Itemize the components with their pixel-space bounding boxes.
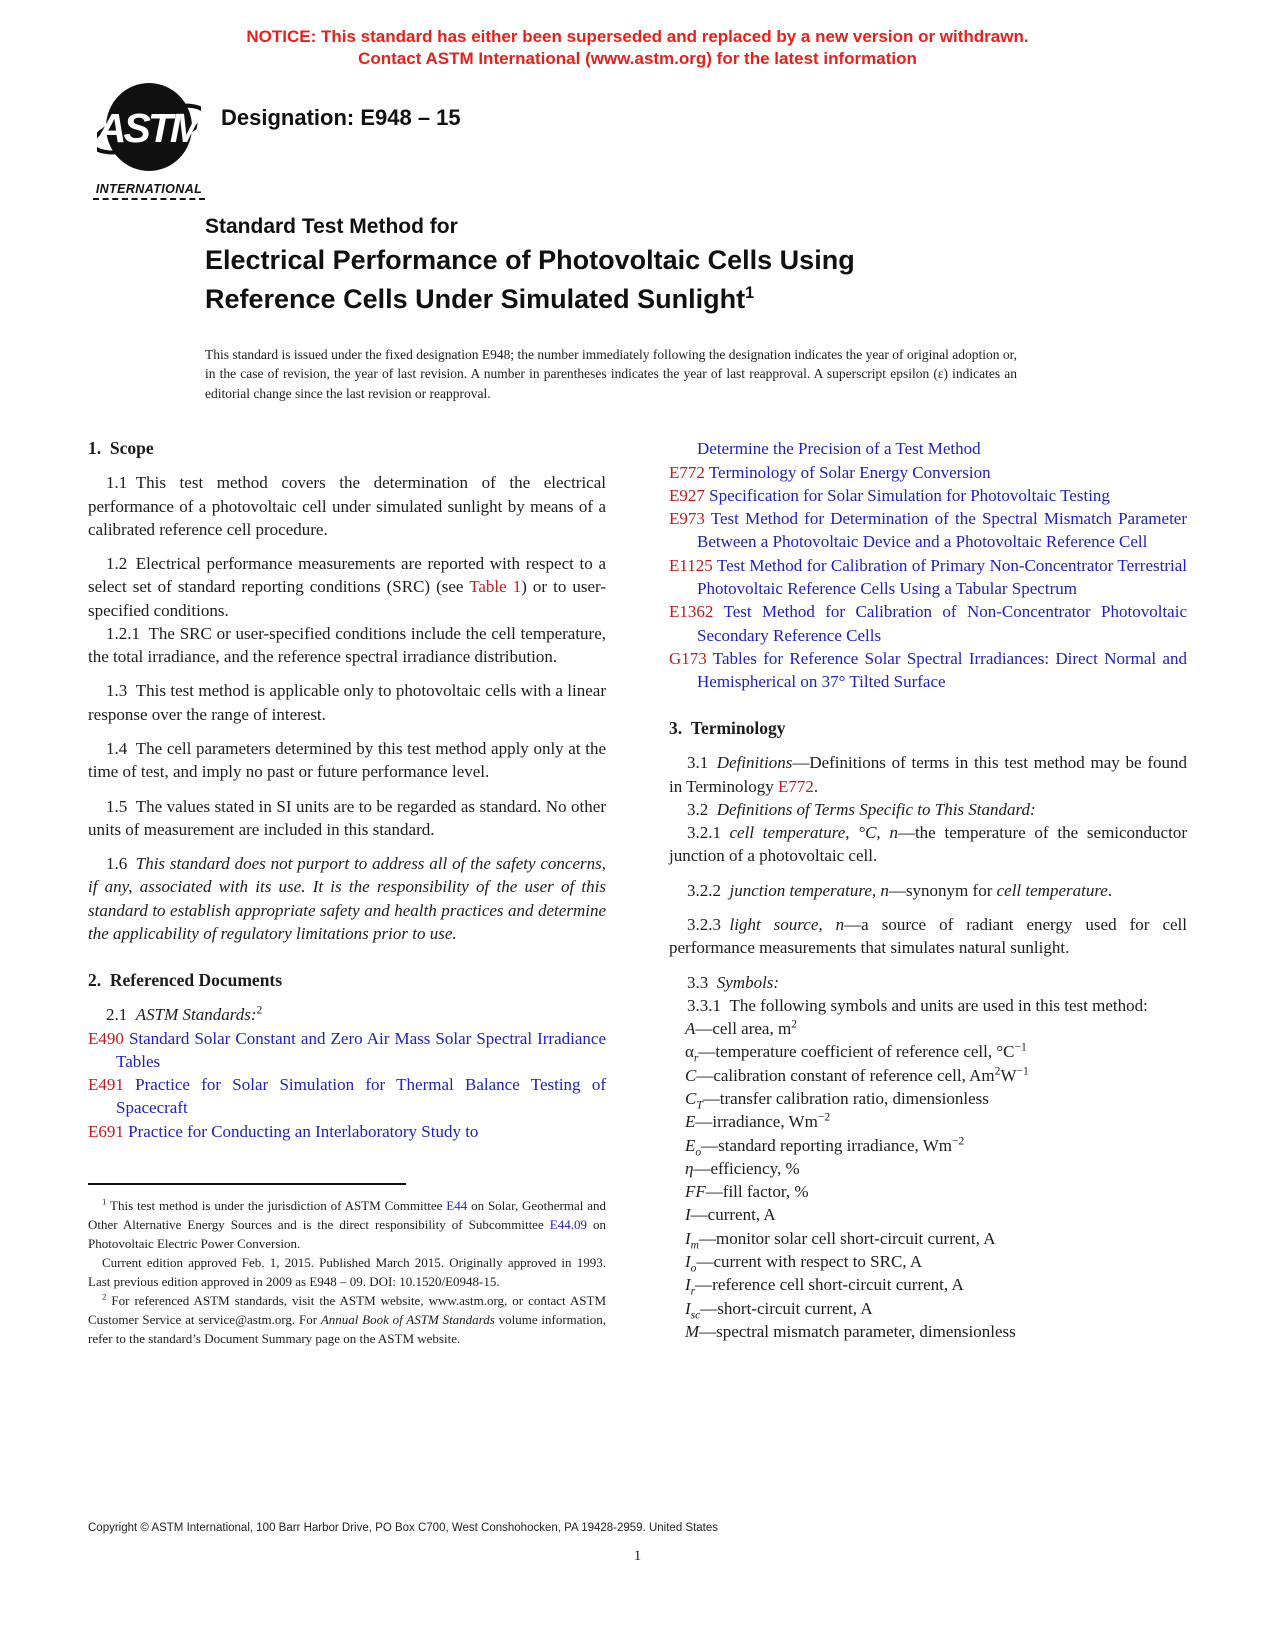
text-segment: 3.2 [687, 799, 717, 819]
text-segment: For referenced ASTM standards, visit the ASTM website, www.astm.org, or contact ASTM Customer Service at service@astm.org. For [88, 1292, 606, 1327]
symbol-definition [685, 1320, 1187, 1343]
text-segment: 1.2.1 The SRC or user-specified conditions include the cell temperature, the total irradiance, and the reference spectral irradiance distribution. [88, 623, 606, 667]
title-kicker: Standard Test Method for [205, 214, 458, 238]
text-segment: This standard does not purport to address all of the safety concerns, if any, associated with its use. It is the responsibility of the user of this standard to establish appropriate safety and health practices and determine the applicability of regulatory limitations prior to use. [88, 854, 606, 943]
doc-link[interactable]: Table 1 [469, 577, 522, 597]
copyright-line: Copyright © ASTM International, 100 Barr Harbor Drive, PO Box C700, West Conshohocken, PA 19428-2959. United States [88, 1522, 719, 1534]
title-line-2: Electrical Performance of Photovoltaic Cells Using [205, 245, 855, 276]
doc-link[interactable]: Test Method for Calibration of Primary Non-Concentrator Terrestrial Photovoltaic Reference Cells Using a Tabular Spectrum [697, 555, 1187, 598]
doc-link[interactable]: E772 [778, 776, 814, 796]
section-heading: 1. Scope [88, 438, 154, 459]
doc-link[interactable]: Test Method for Calibration of Non-Concentrator Photovoltaic Secondary Reference Cells [697, 602, 1187, 645]
text-segment: —cell area, m [695, 1019, 792, 1039]
doc-link[interactable]: E927 [669, 485, 705, 505]
text-segment: M [685, 1321, 700, 1341]
paragraph [669, 879, 1187, 902]
paragraph [88, 622, 606, 669]
text-segment: 2 [102, 1291, 107, 1302]
doc-link[interactable]: E490 [88, 1028, 124, 1048]
supersession-notice [0, 26, 1275, 71]
title-block [205, 214, 1275, 317]
paragraph [88, 1003, 606, 1026]
text-segment: −1 [1016, 1064, 1029, 1078]
text-segment: −2 [952, 1133, 965, 1147]
text-segment: 1.6 [106, 854, 136, 874]
designation: Designation: E948 – 15 [221, 104, 461, 130]
notice-line-1: NOTICE: This standard has either been superseded and replaced by a new version or withdrawn. [246, 27, 1029, 46]
section-heading: 3. Terminology [669, 718, 786, 739]
text-segment: light source, n [729, 915, 845, 934]
title-line-3 [205, 283, 1275, 317]
text-segment: Annual Book of ASTM Standards [320, 1311, 495, 1327]
symbol-definition [685, 1157, 1187, 1180]
text-segment: —monitor solar cell short-circuit current, A [699, 1228, 996, 1248]
text-segment: —standard reporting irradiance, Wm [701, 1135, 952, 1155]
text-segment: 3.3 [687, 972, 717, 992]
paragraph [669, 913, 1187, 960]
text-segment: —spectral mismatch parameter, dimensionless [699, 1321, 1016, 1341]
text-segment: r [690, 1284, 696, 1298]
symbol-definition [685, 1203, 1187, 1226]
symbol-definition [685, 1250, 1187, 1273]
title-footnote-mark[interactable]: 1 [745, 283, 755, 302]
notice-line-2: Contact ASTM International (www.astm.org) for the latest information [358, 49, 917, 69]
paragraph [88, 795, 606, 842]
text-segment: 1.5 The values stated in SI units are to be regarded as standard. No other units of measurement are included in this standard. [88, 796, 606, 839]
text-segment: 1.3 This test method is applicable only to photovoltaic cells with a linear response over the range of interest. [88, 681, 606, 724]
text-segment: 3.2.1 [687, 823, 730, 843]
text-segment: I [685, 1251, 691, 1271]
paragraph [88, 552, 606, 622]
two-column-body [88, 437, 1187, 1348]
text-segment: This test method is under the jurisdiction of ASTM Committee [106, 1197, 447, 1213]
astm-globe-icon [97, 81, 201, 177]
doc-link[interactable]: E1362 [669, 602, 714, 622]
footnote [88, 1292, 606, 1349]
text-segment: r [693, 1051, 699, 1065]
symbol-definition [685, 1017, 1187, 1040]
text-segment: I [685, 1205, 691, 1225]
text-segment: I [685, 1298, 691, 1318]
text-segment: E [685, 1135, 696, 1155]
text-segment: 3.3.1 The following symbols and units are used in this test method: [687, 995, 1148, 1015]
text-segment: ) or to user-specified conditions. [88, 577, 606, 620]
title-line-3-text: Reference Cells Under Simulated Sunlight [205, 283, 746, 314]
text-segment: —irradiance, Wm [695, 1112, 818, 1132]
symbol-definition [685, 1064, 1187, 1087]
text-segment: —reference cell short-circuit current, A [695, 1275, 964, 1295]
text-segment: —synonym for [888, 880, 997, 900]
text-segment: —current, A [690, 1205, 776, 1225]
text-segment: η [685, 1158, 694, 1178]
text-segment: E [685, 1112, 696, 1132]
doc-link[interactable]: E44.09 [549, 1216, 587, 1232]
text-segment: o [690, 1261, 697, 1275]
reference-item [669, 600, 1187, 647]
reference-item [669, 484, 1187, 507]
paragraph [88, 679, 606, 726]
text-segment: —current with respect to SRC, A [696, 1251, 923, 1271]
reference-item [88, 1120, 606, 1143]
paragraph [669, 821, 1187, 868]
text-segment: on Photovoltaic Electric Power Conversion. [88, 1216, 606, 1251]
right-column [669, 437, 1187, 1348]
text-segment: Definitions [716, 753, 793, 773]
reference-item [669, 461, 1187, 484]
doc-link[interactable]: G173 [669, 648, 707, 668]
text-segment: 3.1 [687, 753, 717, 773]
doc-link[interactable]: Determine the Precision of a Test Method [697, 439, 981, 459]
text-segment: I [685, 1228, 691, 1248]
reference-item [669, 647, 1187, 694]
paragraph [669, 994, 1187, 1017]
doc-link[interactable]: E44 [446, 1197, 468, 1213]
text-segment: −1 [1014, 1040, 1027, 1054]
astm-logo-text: ASTM [97, 104, 201, 151]
text-segment: ASTM Standards: [135, 1005, 257, 1025]
text-segment: 2 [791, 1017, 797, 1031]
symbol-definition [685, 1227, 1187, 1250]
text-segment: . [813, 776, 819, 796]
text-segment: sc [690, 1307, 701, 1321]
issued-statement: This standard is issued under the fixed designation E948; the number immediately following the designation indicates the year of original adoption or, in the case of revision, the year of last revision. A number in parentheses indicates the year of last reapproval. A superscript epsilon (ε) indicates an editorial change since the last revision or reapproval. [205, 346, 1017, 401]
text-segment: —temperature coefficient of reference cell, °C [698, 1042, 1015, 1062]
text-segment: Current edition approved Feb. 1, 2015. Published March 2015. Originally approved in 1993. Last previous edition approved in 2009 as E948 – 09. DOI: 10.1520/E0948-15. [88, 1254, 606, 1289]
text-segment: —calibration constant of reference cell, Am [696, 1065, 995, 1085]
text-segment: —fill factor, % [705, 1182, 809, 1202]
text-segment: on Solar, Geothermal and Other Alternative Energy Sources and is the direct responsibility of Subcommittee [88, 1197, 606, 1232]
doc-link[interactable]: E973 [669, 509, 705, 529]
text-segment: junction temperature, n [729, 880, 889, 900]
astm-logo [93, 81, 205, 200]
symbol-definition [685, 1087, 1187, 1110]
doc-link[interactable]: E691 [88, 1121, 124, 1141]
text-segment: 3.2.2 [687, 880, 730, 900]
doc-link[interactable]: Tables for Reference Solar Spectral Irradiances: Direct Normal and Hemispherical on 37° Tilted Surface [697, 648, 1187, 692]
text-segment: o [695, 1144, 702, 1158]
page-number: 1 [633, 1548, 642, 1564]
text-segment: —efficiency, % [693, 1158, 800, 1178]
symbol-definition [685, 1297, 1187, 1320]
paragraph [88, 471, 606, 541]
text-segment: —a source of radiant energy used for cell performance measurements that simulates natural sunlight. [669, 915, 1187, 958]
doc-link[interactable]: Specification for Solar Simulation for Photovoltaic Testing [704, 485, 1110, 505]
text-segment: FF [685, 1182, 706, 1202]
symbol-definition [685, 1040, 1187, 1063]
astm-logo-subtitle: INTERNATIONAL [93, 182, 205, 200]
text-segment: T [696, 1098, 703, 1112]
masthead [93, 81, 1275, 200]
footnote [88, 1254, 606, 1292]
text-segment: volume information, refer to the standard’s Document Summary page on the ASTM website. [88, 1311, 607, 1346]
text-segment: 1 [102, 1196, 107, 1207]
text-segment: α [685, 1042, 694, 1062]
text-segment: —short-circuit current, A [700, 1298, 873, 1318]
text-segment: 2.1 [106, 1005, 136, 1025]
paragraph [88, 852, 606, 945]
text-segment: 3.2.3 [687, 915, 730, 934]
text-segment: —the temperature of the semiconductor junction of a photovoltaic cell. [669, 823, 1187, 866]
text-segment: 1.1 This test method covers the determination of the electrical performance of a photovoltaic cell under simulated sunlight by means of a calibrated reference cell procedure. [88, 473, 606, 539]
paragraph [669, 798, 1187, 821]
reference-item [88, 1073, 606, 1120]
symbol-definition [685, 1134, 1187, 1157]
reference-item [669, 554, 1187, 601]
text-segment: C [685, 1065, 697, 1085]
paragraph [88, 737, 606, 784]
doc-link[interactable]: Test Method for Determination of the Spectral Mismatch Parameter Between a Photovoltaic Device and a Photovoltaic Reference Cell [697, 509, 1187, 552]
footnote [88, 1197, 606, 1254]
paragraph [669, 751, 1187, 798]
text-segment: —Definitions of terms in this test method may be found in Terminology [669, 753, 1187, 796]
symbol-definition [685, 1273, 1187, 1296]
left-column [88, 437, 606, 1348]
symbol-definition [685, 1110, 1187, 1133]
doc-link[interactable]: Practice for Conducting an Interlaboratory Study to [123, 1121, 479, 1141]
paragraph [669, 971, 1187, 994]
text-segment: 1.2 Electrical performance measurements are reported with respect to a select set of standard reporting conditions (SRC) (see [88, 554, 606, 597]
text-segment: −2 [817, 1110, 831, 1124]
text-segment: I [685, 1275, 691, 1295]
reference-item [669, 507, 1187, 554]
text-segment: . [1107, 880, 1113, 900]
footnote-divider [88, 1183, 406, 1185]
text-segment: C [685, 1088, 697, 1108]
text-segment: Symbols: [716, 972, 780, 992]
doc-link[interactable]: Practice for Solar Simulation for Thermal Balance Testing of Spacecraft [116, 1075, 606, 1118]
section-heading: 2. Referenced Documents [88, 970, 283, 991]
text-segment: Definitions of Terms Specific to This Standard: [716, 799, 1036, 819]
doc-link[interactable]: E772 [669, 462, 705, 482]
symbol-definition [685, 1180, 1187, 1203]
text-segment: A [685, 1019, 696, 1039]
text-segment: cell temperature, °C, n [729, 823, 898, 843]
text-segment: —transfer calibration ratio, dimensionless [702, 1088, 989, 1108]
text-segment: m [690, 1238, 700, 1252]
doc-link[interactable]: Standard Solar Constant and Zero Air Mass Solar Spectral Irradiance Tables [116, 1028, 606, 1071]
doc-link[interactable]: E491 [88, 1075, 124, 1095]
text-segment: 2 [256, 1003, 263, 1017]
reference-item [88, 1027, 606, 1074]
text-segment: 1.4 The cell parameters determined by this test method apply only at the time of test, and imply no past or future performance level. [88, 739, 606, 782]
reference-continuation [669, 437, 1187, 460]
text-segment: 2 [994, 1064, 1001, 1078]
text-segment: cell temperature [996, 880, 1108, 900]
doc-link[interactable]: E1125 [669, 555, 713, 575]
text-segment: W [1000, 1065, 1017, 1085]
doc-link[interactable]: Terminology of Solar Energy Conversion [704, 462, 991, 482]
